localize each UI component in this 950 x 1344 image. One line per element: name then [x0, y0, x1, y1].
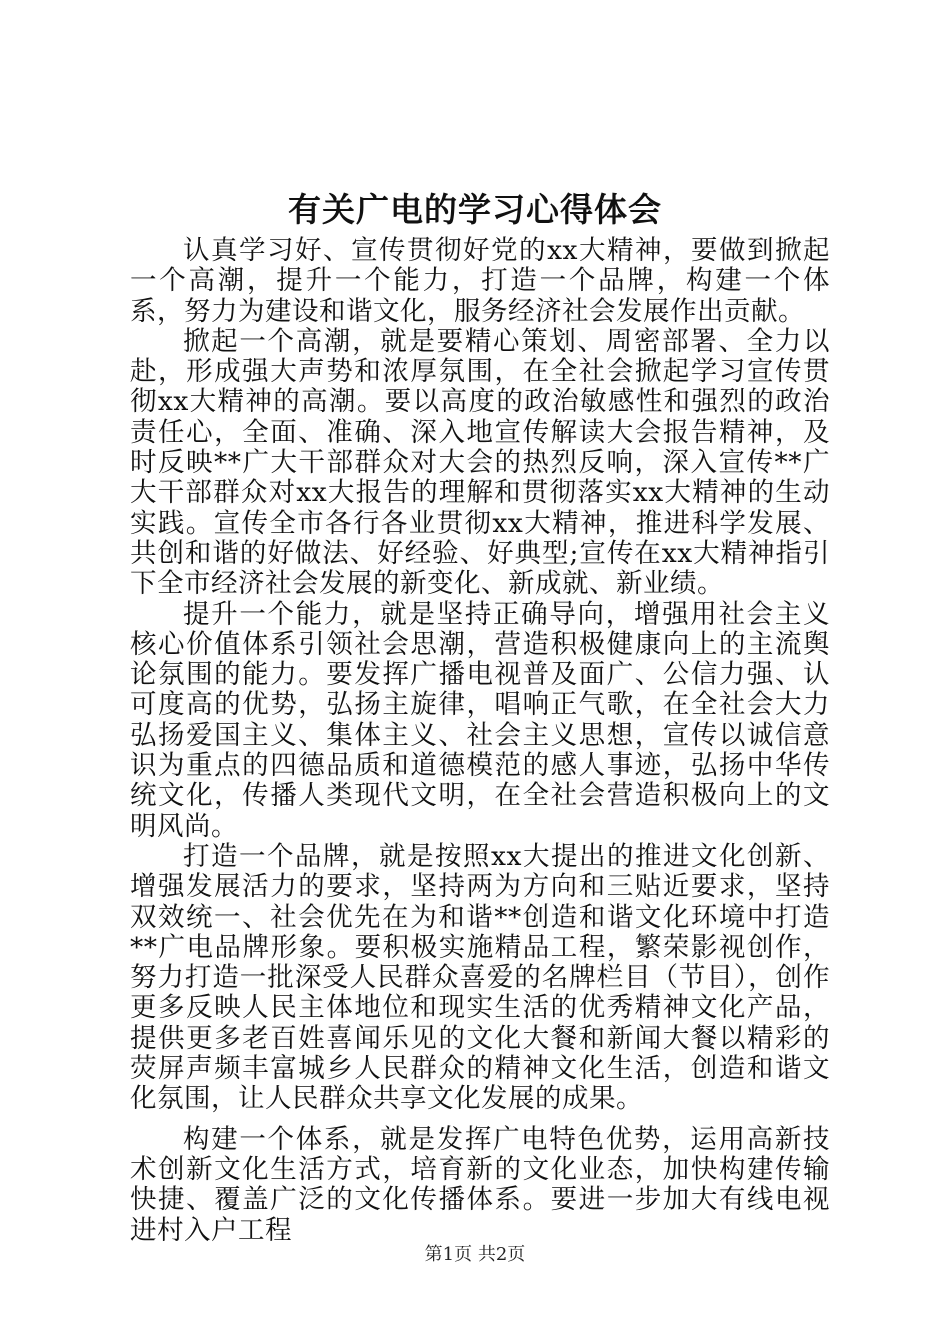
- paragraph-5: 构建一个体系，就是发挥广电特色优势，运用高新技术创新文化生活方式，培育新的文化业态，加快构建传输快捷、覆盖广泛的文化传播体系。要进一步加大有线电视进村入户工程: [130, 1123, 830, 1246]
- paragraph-4: 打造一个品牌，就是按照xx大提出的推进文化创新、增强发展活力的要求，坚持两为方向和三贴近要求，坚持双效统一、社会优先在为和谐**创造和谐文化环境中打造**广电品牌形象。要积极实施精品工程，繁荣影视创作，努力打造一批深受人民群众喜爱的名牌栏目（节目），创作更多反映人民主体地位和现实生活的优秀精神文化产品，提供更多老百姓喜闻乐见的文化大餐和新闻大餐以精彩的荧屏声频丰富城乡人民群众的精神文化生活，创造和谐文化氛围，让人民群众共享文化发展的成果。: [130, 840, 830, 1115]
- page-number-footer: 第1页 共2页: [424, 1244, 526, 1265]
- document-title: 有关广电的学习心得体会: [288, 190, 662, 229]
- paragraph-2: 掀起一个高潮，就是要精心策划、周密部署、全力以赴，形成强大声势和浓厚氛围，在全社会掀起学习宣传贯彻xx大精神的高潮。要以高度的政治敏感性和强烈的政治责任心，全面、准确、深入地宣传解读大会报告精神，及时反映**广大干部群众对大会的热烈反响，深入宣传**广大干部群众对xx大报告的理解和贯彻落实xx大精神的生动实践。宣传全市各行各业贯彻xx大精神，推进科学发展、共创和谐的好做法、好经验、好典型;宣传在xx大精神指引下全市经济社会发展的新变化、新成就、新业绩。: [130, 325, 830, 600]
- paragraph-1: 认真学习好、宣传贯彻好党的xx大精神，要做到掀起一个高潮，提升一个能力，打造一个品牌，构建一个体系，努力为建设和谐文化，服务经济社会发展作出贡献。: [130, 235, 830, 327]
- document-body: [130, 236, 830, 1246]
- paragraph-3: 提升一个能力，就是坚持正确导向，增强用社会主义核心价值体系引领社会思潮，营造积极健康向上的主流舆论氛围的能力。要发挥广播电视普及面广、公信力强、认可度高的优势，弘扬主旋律，唱响正气歌，在全社会大力弘扬爱国主义、集体主义、社会主义思想，宣传以诚信意识为重点的四德品质和道德模范的感人事迹，弘扬中华传统文化，传播人类现代文明，在全社会营造积极向上的文明风尚。: [130, 598, 830, 842]
